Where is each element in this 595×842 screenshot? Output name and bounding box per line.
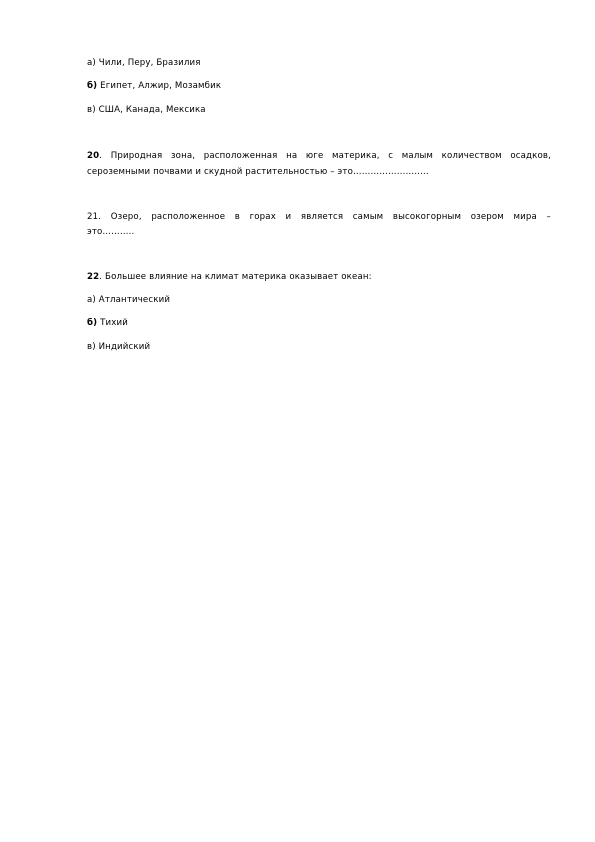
question-text: . Большее влияние на климат материка оказывает океан: <box>99 272 372 282</box>
option-text: США, Канада, Мексика <box>95 105 206 115</box>
option-text: Египет, Алжир, Мозамбик <box>97 81 222 91</box>
option-letter: а) <box>87 58 96 68</box>
q19-option-b <box>87 81 221 92</box>
q20-line-1 <box>87 151 551 162</box>
q22-question <box>87 272 372 283</box>
q22-option-a <box>87 295 170 306</box>
question-text: . Природная зона, расположенная на юге материка, с малым количеством осадков, <box>99 151 551 161</box>
option-text: Атлантический <box>95 295 171 305</box>
q21-line-1 <box>87 212 551 223</box>
option-text: Индийский <box>95 342 151 352</box>
q19-option-c <box>87 105 206 116</box>
question-text: сероземными почвами и скудной растительностью – это…………………….. <box>87 167 429 177</box>
question-text: это……….. <box>87 227 135 237</box>
q22-option-c <box>87 342 150 353</box>
option-letter: в) <box>87 342 96 352</box>
option-letter: в) <box>87 105 96 115</box>
question-number: 22 <box>87 272 100 282</box>
option-letter: б) <box>87 318 98 328</box>
option-letter: а) <box>87 295 96 305</box>
q19-option-a <box>87 58 201 69</box>
q22-option-b <box>87 318 128 329</box>
option-letter: б) <box>87 81 98 91</box>
q20-line-2 <box>87 167 429 178</box>
option-text: Тихий <box>97 318 128 328</box>
q21-line-2 <box>87 227 134 238</box>
option-text: Чили, Перу, Бразилия <box>95 58 201 68</box>
question-number: 20 <box>87 151 100 161</box>
question-text: 21. Озеро, расположенное в горах и является самым высокогорным озером мира – <box>87 212 551 222</box>
